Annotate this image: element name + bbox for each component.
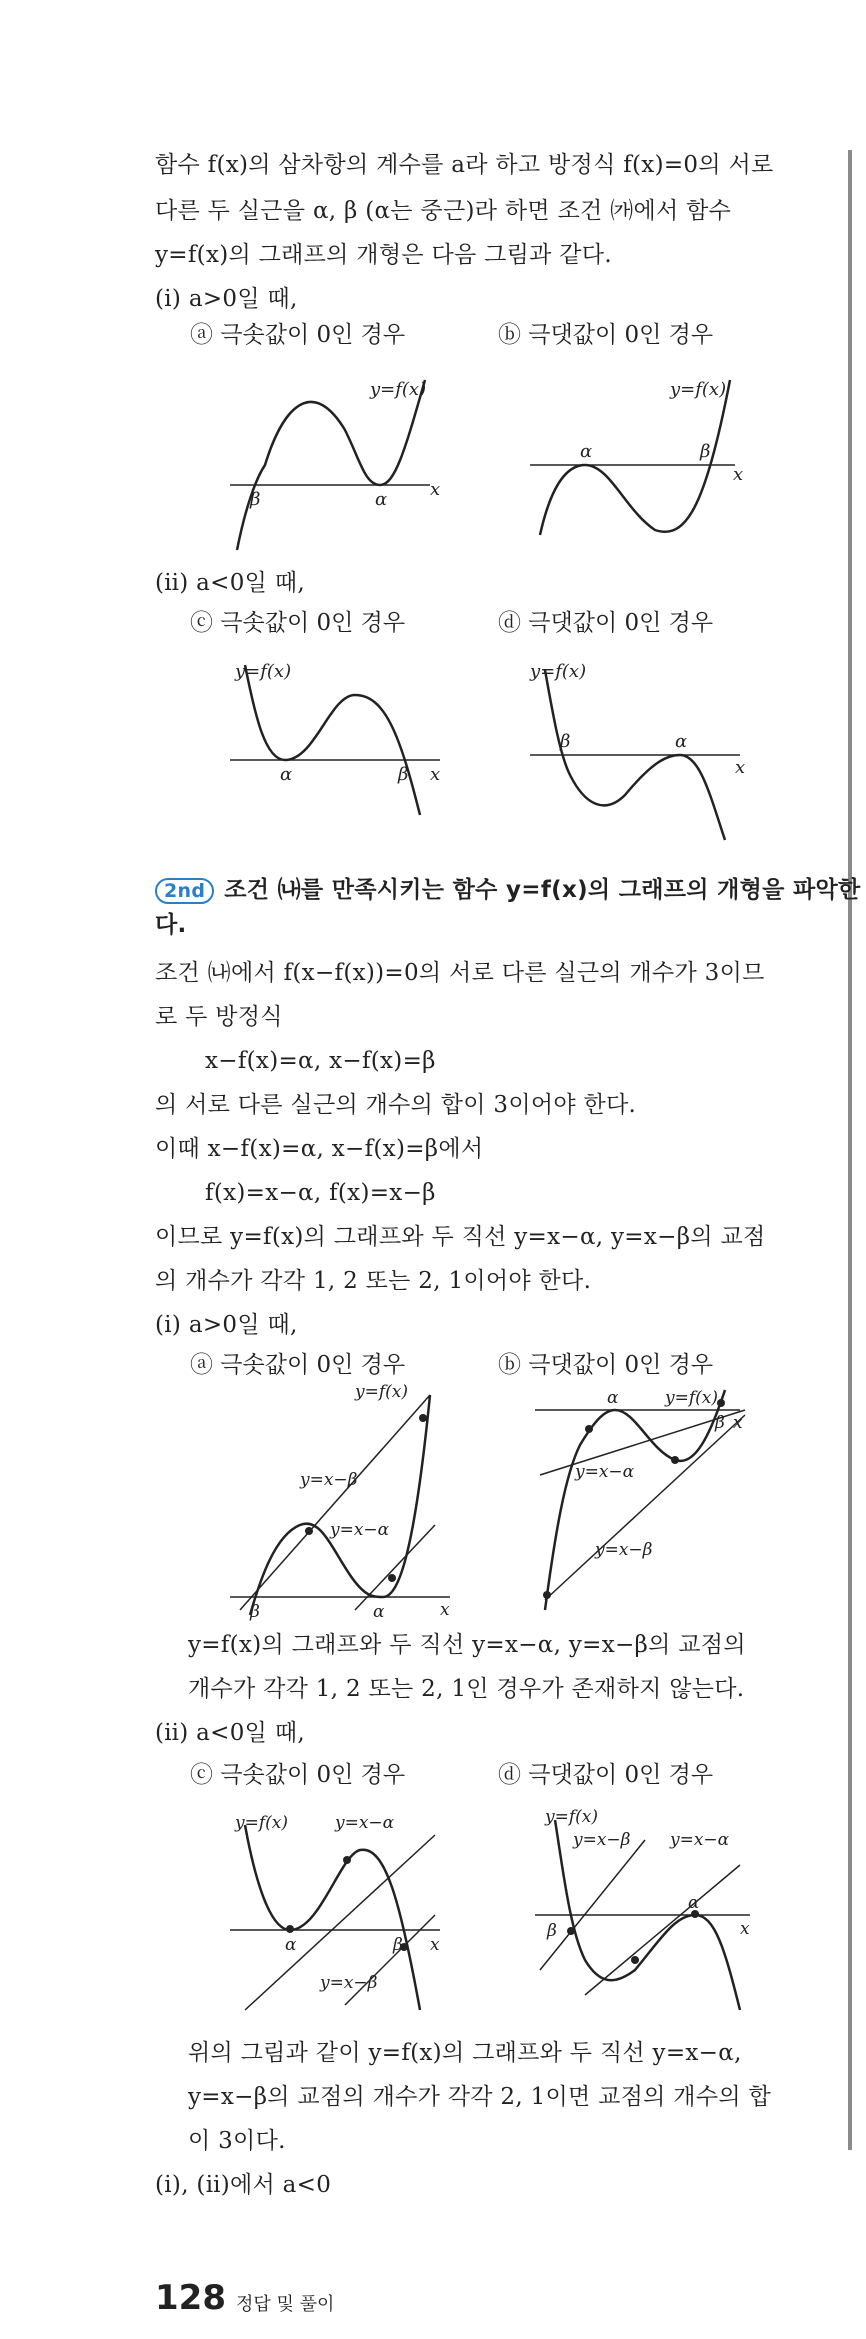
text-line: y=f(x)의 그래프와 두 직선 y=x−α, y=x−β의 교점의 [188, 1632, 746, 1658]
graph-d2 [525, 1807, 775, 2020]
alpha-label: α [607, 1388, 619, 1408]
graph-c1 [225, 655, 465, 845]
beta-label: β [700, 441, 711, 462]
curve [237, 380, 425, 550]
text-line: 조건 ㈏에서 f(x−f(x))=0의 서로 다른 실근의 개수가 3이므 [155, 960, 765, 986]
lineA-label: y=x−α [330, 1520, 390, 1540]
alpha-label: α [373, 1602, 385, 1622]
alpha-label: α [580, 441, 593, 462]
x-label: x [735, 757, 746, 778]
fx-label: y=f(x) [355, 1382, 408, 1402]
case-heading: (ⅱ) a<0일 때, [155, 570, 305, 596]
curve [245, 665, 420, 815]
case-heading: (ⅰ) a>0일 때, [155, 1312, 298, 1338]
line-x-beta [240, 1395, 430, 1610]
text-line: y=f(x)의 그래프의 개형은 다음 그림과 같다. [155, 242, 612, 268]
text-line: 이므로 y=f(x)의 그래프와 두 직선 y=x−α, y=x−β의 교점 [155, 1224, 766, 1250]
alpha-label: α [688, 1893, 700, 1913]
caption-d: ⓓ 극댓값이 0인 경우 [498, 610, 714, 636]
lineA-label: y=x−α [670, 1830, 730, 1850]
beta-label: β [250, 1602, 260, 1622]
caption-a: ⓐ 극솟값이 0인 경우 [190, 1352, 406, 1378]
text-line: 함수 f(x)의 삼차항의 계수를 a라 하고 방정식 f(x)=0의 서로 [155, 152, 774, 178]
footer-label: 정답 및 풀이 [236, 2294, 335, 2315]
alpha-label: α [375, 489, 388, 510]
text-line: 이때 x−f(x)=α, x−f(x)=β에서 [155, 1136, 484, 1162]
alpha-label: α [280, 764, 293, 785]
x-label: x [733, 1413, 743, 1433]
step-badge: 2nd [155, 878, 214, 904]
text-line: 로 두 방정식 [155, 1004, 283, 1030]
equation: x−f(x)=α, x−f(x)=β [205, 1048, 436, 1074]
graph-b2 [525, 1385, 775, 1625]
graph-d1 [525, 655, 765, 855]
lineA-label: y=x−α [575, 1462, 635, 1482]
lineB-label: y=x−β [595, 1540, 653, 1560]
x-label: x [430, 764, 441, 785]
lineB-label: y=x−β [573, 1830, 631, 1850]
beta-label: β [560, 731, 571, 752]
x-label: x [430, 479, 441, 500]
line-x-beta [540, 1840, 645, 1970]
beta-label: β [250, 489, 261, 510]
caption-b: ⓑ 극댓값이 0인 경우 [498, 1352, 714, 1378]
lineB-label: y=x−β [320, 1973, 378, 1993]
case-heading: (ⅱ) a<0일 때, [155, 1720, 305, 1746]
text-line: 의 서로 다른 실근의 개수의 합이 3이어야 한다. [155, 1092, 637, 1118]
text-line: 이 3이다. [188, 2128, 286, 2154]
lineB-label: y=x−β [300, 1470, 358, 1490]
x-label: x [740, 1919, 750, 1939]
x-label: x [430, 1935, 440, 1955]
caption-b: ⓑ 극댓값이 0인 경우 [498, 322, 714, 348]
beta-label: β [398, 764, 409, 785]
alpha-label: α [285, 1935, 297, 1955]
line-x-beta [545, 1415, 745, 1600]
conclusion: (ⅰ), (ⅱ)에서 a<0 [155, 2172, 332, 2198]
curve [545, 1390, 725, 1610]
curve [250, 1395, 430, 1615]
section-heading: 2nd 조건 ㈏를 만족시키는 함수 y=f(x)의 그래프의 개형을 파악한 [155, 875, 861, 905]
fx-label: y=f(x) [370, 379, 427, 400]
graph-a2 [225, 1382, 465, 1625]
alpha-label: α [675, 731, 688, 752]
caption-c: ⓒ 극솟값이 0인 경우 [190, 610, 406, 636]
text-line: 다른 두 실근을 α, β (α는 중근)라 하면 조건 ㈎에서 함수 [155, 198, 732, 224]
caption-d: ⓓ 극댓값이 0인 경우 [498, 1762, 714, 1788]
fx-label: y=f(x) [530, 661, 587, 682]
caption-c: ⓒ 극솟값이 0인 경우 [190, 1762, 406, 1788]
fx-label: y=f(x) [545, 1807, 598, 1827]
x-label: x [733, 464, 744, 485]
graph-a1 [225, 370, 465, 560]
fx-label: y=f(x) [665, 1388, 718, 1408]
beta-label: β [715, 1413, 725, 1433]
text-line: 의 개수가 각각 1, 2 또는 2, 1이어야 한다. [155, 1268, 592, 1294]
equation: f(x)=x−α, f(x)=x−β [205, 1180, 436, 1206]
text-line: 개수가 각각 1, 2 또는 2, 1인 경우가 존재하지 않는다. [188, 1676, 745, 1702]
text-line: y=x−β의 교점의 개수가 각각 2, 1이면 교점의 개수의 합 [188, 2084, 771, 2110]
lineA-label: y=x−α [335, 1813, 395, 1833]
caption-a: ⓐ 극솟값이 0인 경우 [190, 322, 406, 348]
section-heading-cont: 다. [155, 912, 187, 938]
text-line: 위의 그림과 같이 y=f(x)의 그래프와 두 직선 y=x−α, [188, 2040, 742, 2066]
fx-label: y=f(x) [235, 1813, 288, 1833]
page-number: 128 [155, 2278, 226, 2318]
case-heading: (ⅰ) a>0일 때, [155, 286, 298, 312]
fx-label: y=f(x) [670, 379, 727, 400]
graph-b1 [525, 370, 765, 560]
beta-label: β [547, 1921, 557, 1941]
graph-c2 [225, 1810, 465, 2020]
beta-label: β [393, 1935, 403, 1955]
fx-label: y=f(x) [235, 661, 292, 682]
margin-rule [848, 150, 852, 2150]
x-label: x [440, 1600, 450, 1620]
